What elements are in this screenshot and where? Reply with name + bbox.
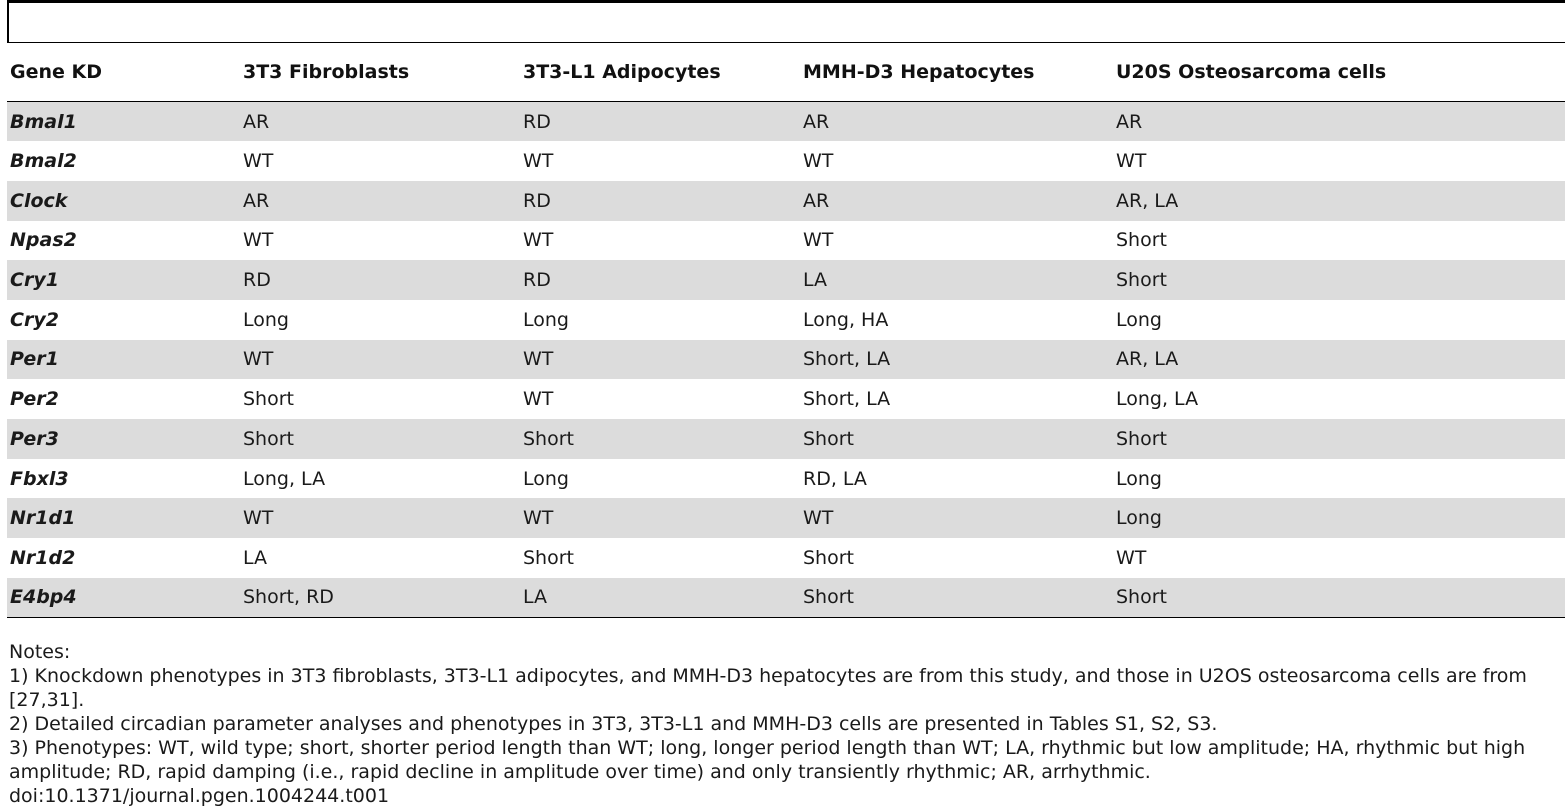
- doi-link[interactable]: doi:10.1371/journal.pgen.1004244.t001: [9, 785, 390, 807]
- phenotype-cell: WT: [523, 229, 554, 252]
- phenotype-cell: LA: [523, 586, 548, 609]
- table-row: [7, 102, 1565, 142]
- top-border: [7, 0, 1565, 3]
- phenotype-cell: Short: [803, 586, 854, 609]
- phenotype-cell: WT: [1116, 150, 1147, 173]
- phenotype-cell: RD: [523, 269, 551, 292]
- phenotype-cell: WT: [243, 150, 274, 173]
- note-3: 3) Phenotypes: WT, wild type; short, shorter period length than WT; long, longer period length than WT; LA, rhythmic but low amplitude; HA, rhythmic but high amplitude; RD, rapid damping (i.e., rapid decline in amplitude over time) and only transiently rhythmic; AR, arrhythmic.: [9, 737, 1526, 783]
- gene-cell: Per3: [10, 427, 59, 450]
- phenotype-cell: Short: [243, 388, 294, 411]
- phenotype-cell: Short: [523, 546, 574, 569]
- table-header: [7, 43, 1565, 102]
- phenotype-cell: Long: [1116, 507, 1162, 530]
- phenotype-cell: Short: [1116, 427, 1167, 450]
- phenotype-cell: Short: [1116, 586, 1167, 609]
- table-row: [7, 141, 1565, 181]
- phenotype-cell: Short, LA: [803, 388, 891, 411]
- table-row: [7, 260, 1565, 300]
- phenotype-cell: Long: [243, 308, 289, 331]
- gene-cell: Bmal2: [10, 150, 77, 173]
- phenotype-cell: AR, LA: [1116, 348, 1179, 371]
- phenotype-cell: WT: [523, 507, 554, 530]
- phenotype-cell: WT: [523, 348, 554, 371]
- phenotype-cell: Short: [243, 427, 294, 450]
- table-row: [7, 459, 1565, 499]
- gene-cell: Fbxl3: [10, 467, 69, 490]
- phenotype-cell: WT: [803, 150, 834, 173]
- header-mmh-d3-hepatocytes: MMH-D3 Hepatocytes: [803, 61, 1035, 83]
- note-2: 2) Detailed circadian parameter analyses and phenotypes in 3T3, 3T3-L1 and MMH-D3 cells are presented in Tables S1, S2, S3.: [9, 713, 1218, 735]
- phenotype-cell: WT: [523, 150, 554, 173]
- phenotype-cell: LA: [243, 546, 268, 569]
- phenotype-cell: AR: [803, 189, 830, 212]
- phenotype-cell: Long, LA: [243, 467, 326, 490]
- gene-cell: Clock: [10, 189, 68, 212]
- table-row: [7, 498, 1565, 538]
- left-border: [7, 0, 9, 42]
- phenotype-cell: WT: [243, 229, 274, 252]
- phenotype-cell: WT: [803, 507, 834, 530]
- note-1: 1) Knockdown phenotypes in 3T3 fibroblasts, 3T3-L1 adipocytes, and MMH-D3 hepatocytes are from this study, and those in U2OS osteosarcoma cells are from [27,31].: [9, 665, 1527, 711]
- phenotype-cell: Short: [803, 427, 854, 450]
- gene-cell: Nr1d1: [10, 507, 76, 530]
- phenotype-cell: AR, LA: [1116, 189, 1179, 212]
- phenotype-cell: RD, LA: [803, 467, 867, 490]
- table-row: [7, 300, 1565, 340]
- phenotype-cell: Short: [1116, 229, 1167, 252]
- phenotype-cell: LA: [803, 269, 828, 292]
- phenotype-cell: Short: [1116, 269, 1167, 292]
- phenotype-cell: AR: [803, 110, 830, 133]
- gene-cell: Bmal1: [10, 110, 77, 133]
- table-row: [7, 538, 1565, 578]
- phenotype-cell: WT: [243, 507, 274, 530]
- table-row: [7, 578, 1565, 618]
- header-u20s-osteosarcoma: U20S Osteosarcoma cells: [1116, 61, 1387, 83]
- notes-heading: Notes:: [9, 641, 71, 663]
- gene-cell: Per1: [10, 348, 59, 371]
- header-3t3-l1-adipocytes: 3T3-L1 Adipocytes: [523, 61, 721, 83]
- phenotype-cell: WT: [1116, 546, 1147, 569]
- gene-cell: E4bp4: [10, 586, 77, 609]
- phenotype-cell: Long: [1116, 467, 1162, 490]
- phenotype-table: [7, 42, 1565, 618]
- phenotype-cell: AR: [243, 110, 270, 133]
- phenotype-cell: RD: [523, 189, 551, 212]
- header-row: [7, 43, 1565, 102]
- gene-cell: Cry1: [10, 269, 59, 292]
- header-3t3-fibroblasts: 3T3 Fibroblasts: [243, 61, 410, 83]
- phenotype-cell: WT: [243, 348, 274, 371]
- phenotype-cell: WT: [803, 229, 834, 252]
- phenotype-cell: AR: [243, 189, 270, 212]
- header-gene-kd: Gene KD: [10, 61, 103, 83]
- gene-cell: Nr1d2: [10, 546, 76, 569]
- gene-cell: Npas2: [10, 229, 77, 252]
- phenotype-cell: Long, LA: [1116, 388, 1199, 411]
- phenotype-cell: Short: [803, 546, 854, 569]
- table-body: [7, 102, 1565, 618]
- phenotype-cell: RD: [243, 269, 271, 292]
- table-row: [7, 181, 1565, 221]
- phenotype-cell: Short, LA: [803, 348, 891, 371]
- table-row: [7, 419, 1565, 459]
- phenotype-cell: RD: [523, 110, 551, 133]
- table-notes: [9, 640, 1563, 808]
- gene-cell: Cry2: [10, 308, 59, 331]
- table-row: [7, 221, 1565, 261]
- phenotype-cell: Long, HA: [803, 308, 889, 331]
- table-row: [7, 340, 1565, 380]
- phenotype-cell: Long: [523, 467, 569, 490]
- phenotype-cell: Long: [1116, 308, 1162, 331]
- phenotype-cell: AR: [1116, 110, 1143, 133]
- phenotype-cell: Short: [523, 427, 574, 450]
- phenotype-cell: WT: [523, 388, 554, 411]
- gene-cell: Per2: [10, 388, 59, 411]
- phenotype-cell: Short, RD: [243, 586, 334, 609]
- phenotype-table-container: [7, 42, 1565, 618]
- table-row: [7, 379, 1565, 419]
- phenotype-cell: Long: [523, 308, 569, 331]
